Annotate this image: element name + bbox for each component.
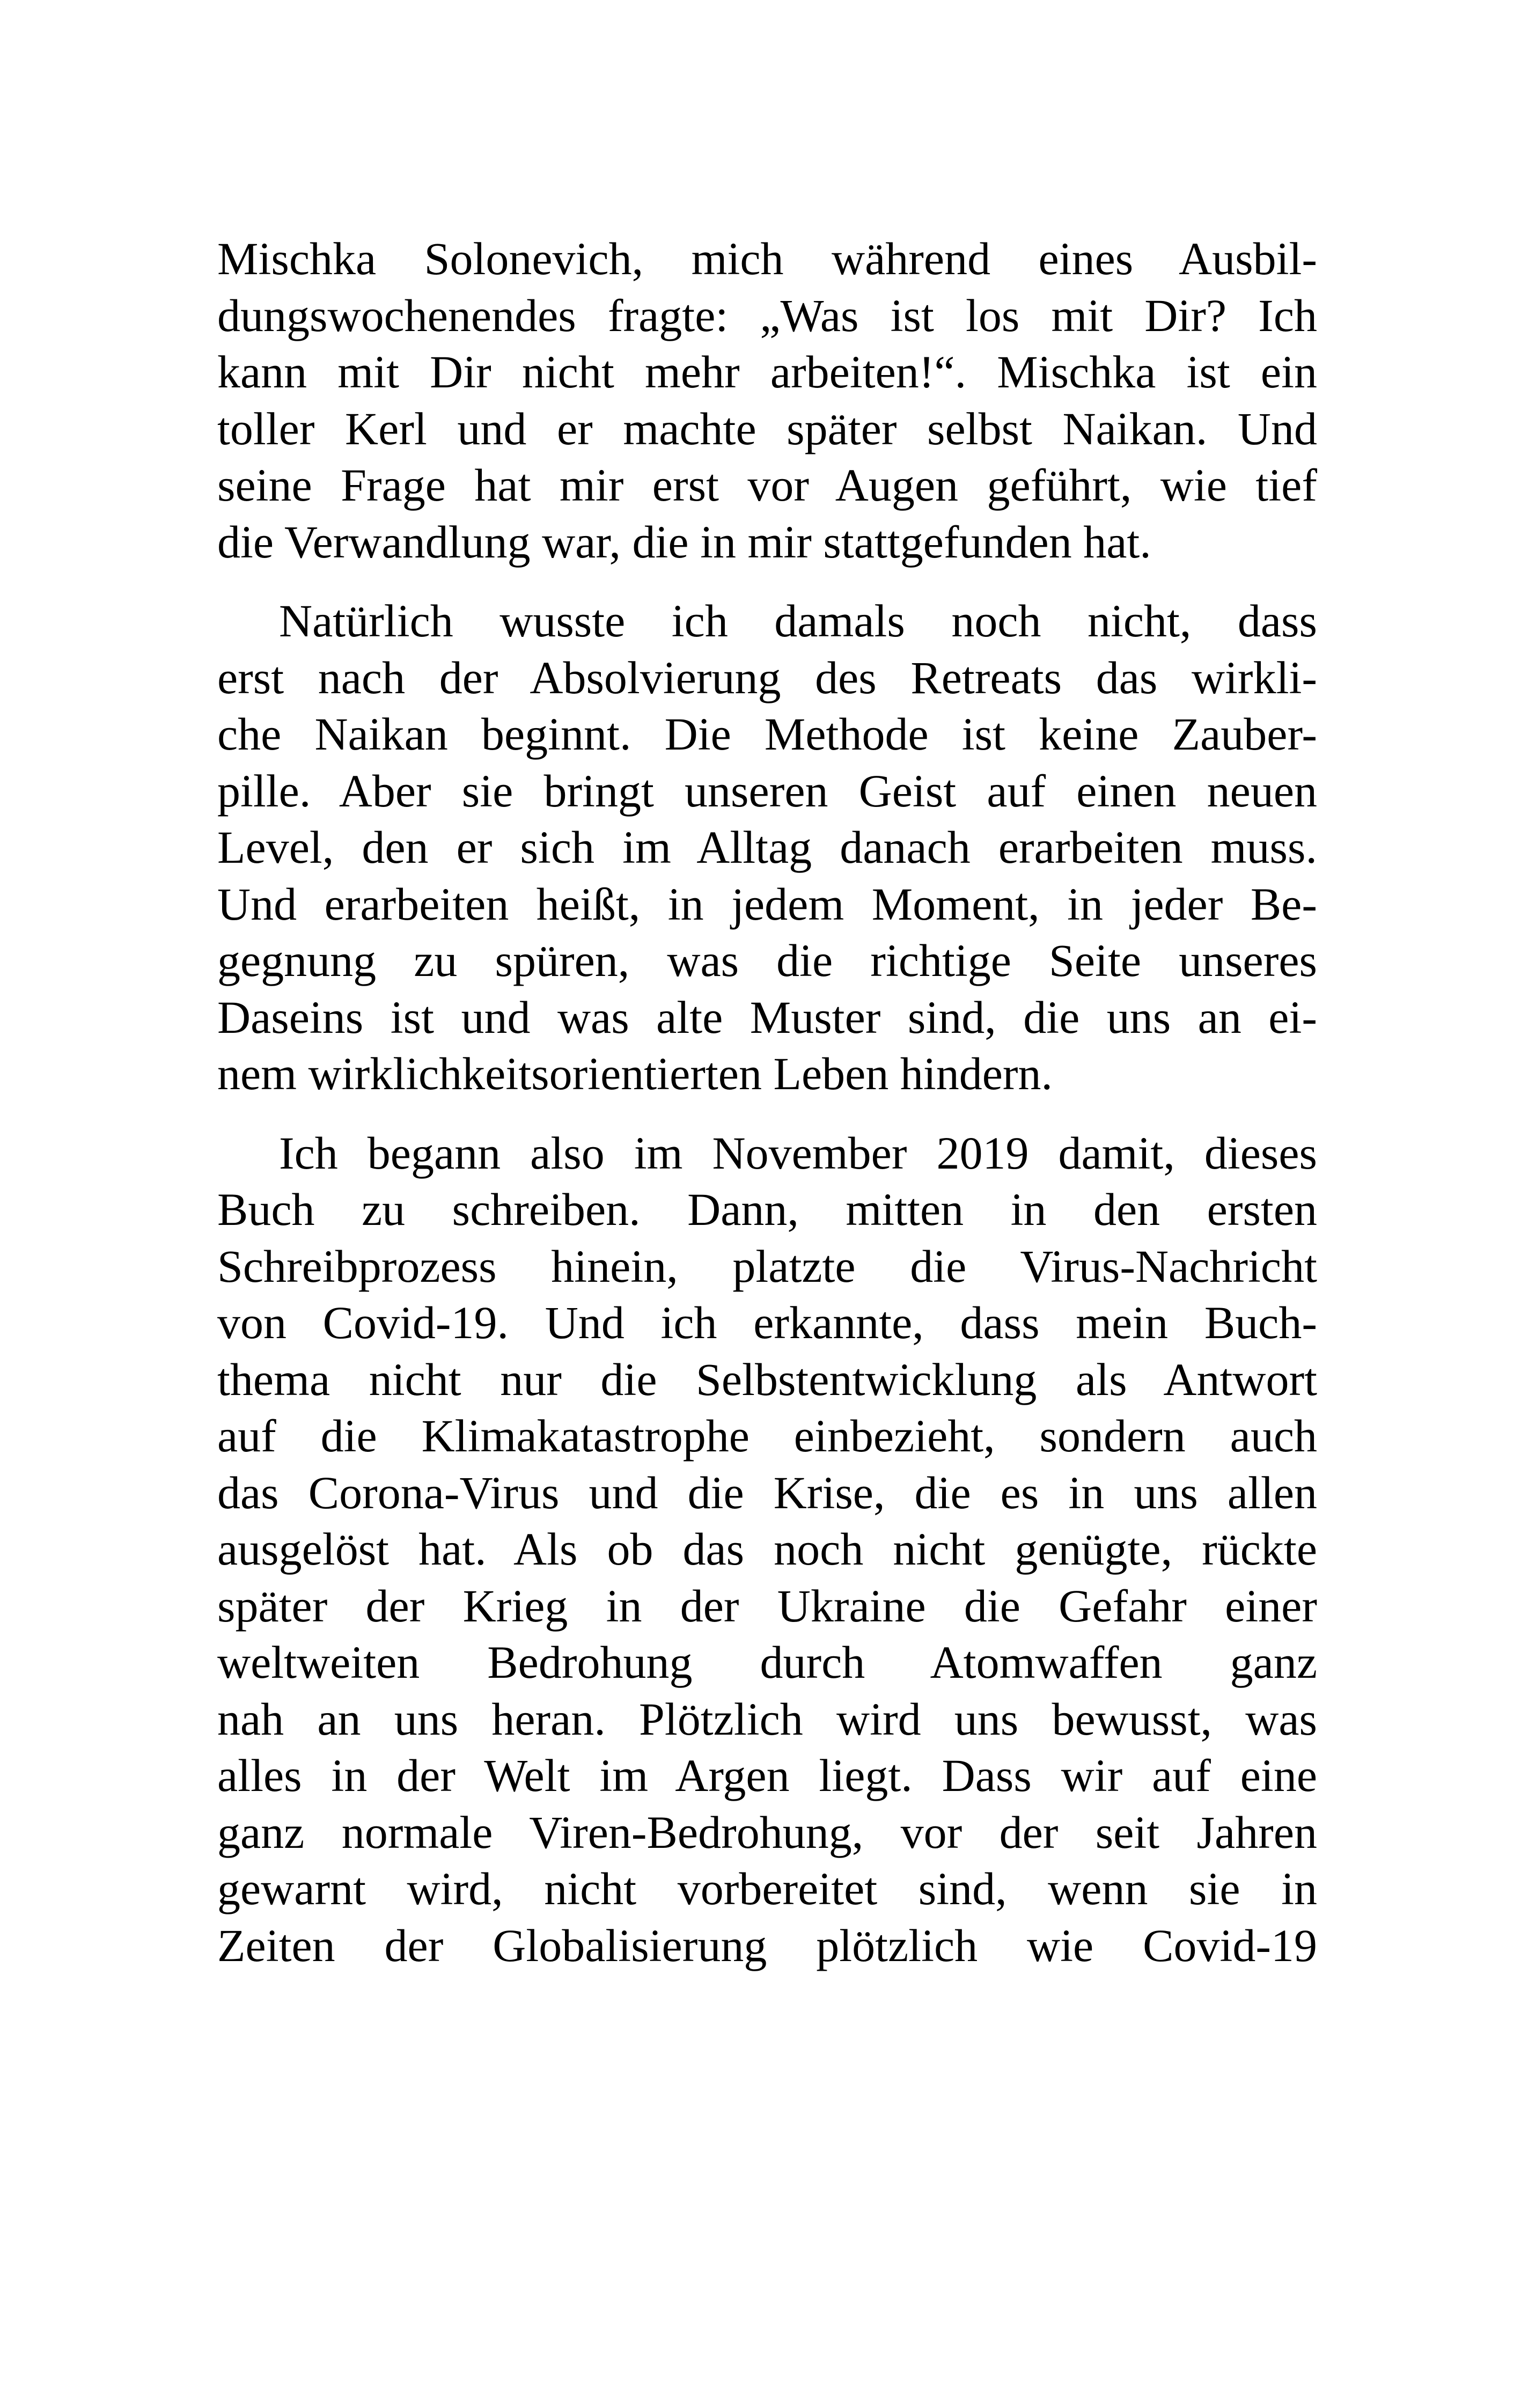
text-line: weltweiten Bedrohung durch Atomwaffen ganz <box>217 1636 1317 1688</box>
text-line: Ich begann also im November 2019 damit, dieses <box>279 1127 1317 1179</box>
text-line: Schreibprozess hinein, platzte die Virus-Nachricht <box>217 1240 1317 1292</box>
text-line: alles in der Welt im Argen liegt. Dass wir auf eine <box>217 1750 1317 1801</box>
text-line: gegnung zu spüren, was die richtige Seite unseres <box>217 935 1317 986</box>
paragraph <box>217 231 1317 570</box>
text-line: dungswochenendes fragte: „Was ist los mit Dir? Ich <box>217 289 1317 341</box>
text-line: später der Krieg in der Ukraine die Gefahr einer <box>217 1580 1317 1632</box>
text-line: pille. Aber sie bringt unseren Geist auf einen neuen <box>217 765 1317 817</box>
paragraph <box>217 593 1317 1103</box>
text-line: die Verwandlung war, die in mir stattgefunden hat. <box>217 516 1151 568</box>
text-line: das Corona-Virus und die Krise, die es in uns allen <box>217 1466 1317 1518</box>
text-line: Level, den er sich im Alltag danach erarbeiten muss. <box>217 821 1317 873</box>
paragraph <box>217 1125 1317 1974</box>
text-line: seine Frage hat mir erst vor Augen geführt, wie tief <box>217 459 1317 511</box>
text-line: erst nach der Absolvierung des Retreats das wirkli- <box>217 651 1317 703</box>
text-line: Mischka Solonevich, mich während eines Ausbil- <box>217 233 1317 284</box>
text-line: toller Kerl und er machte später selbst Naikan. Und <box>217 402 1317 454</box>
text-line: thema nicht nur die Selbstentwicklung als Antwort <box>217 1353 1317 1405</box>
text-line: che Naikan beginnt. Die Methode ist keine Zauber- <box>217 708 1317 760</box>
body-text <box>217 231 1317 1996</box>
text-line: ausgelöst hat. Als ob das noch nicht genügte, rückte <box>217 1523 1317 1575</box>
text-line: Natürlich wusste ich damals noch nicht, dass <box>279 595 1317 647</box>
text-line: ganz normale Viren-Bedrohung, vor der seit Jahren <box>217 1806 1317 1858</box>
text-line: auf die Klimakatastrophe einbezieht, sondern auch <box>217 1410 1317 1462</box>
text-line: Daseins ist und was alte Muster sind, die uns an ei- <box>217 991 1317 1043</box>
text-line: Und erarbeiten heißt, in jedem Moment, in jeder Be- <box>217 878 1317 930</box>
text-line: nah an uns heran. Plötzlich wird uns bewusst, was <box>217 1693 1317 1745</box>
text-line: kann mit Dir nicht mehr arbeiten!“. Mischka ist ein <box>217 346 1317 398</box>
text-line: Buch zu schreiben. Dann, mitten in den ersten <box>217 1184 1317 1235</box>
text-line: Zeiten der Globalisierung plötzlich wie Covid-19 <box>217 1919 1317 1971</box>
text-line: gewarnt wird, nicht vorbereitet sind, wenn sie in <box>217 1863 1317 1914</box>
text-line: nem wirklichkeitsorientierten Leben hindern. <box>217 1048 1053 1099</box>
text-line: von Covid-19. Und ich erkannte, dass mein Buch- <box>217 1297 1317 1348</box>
